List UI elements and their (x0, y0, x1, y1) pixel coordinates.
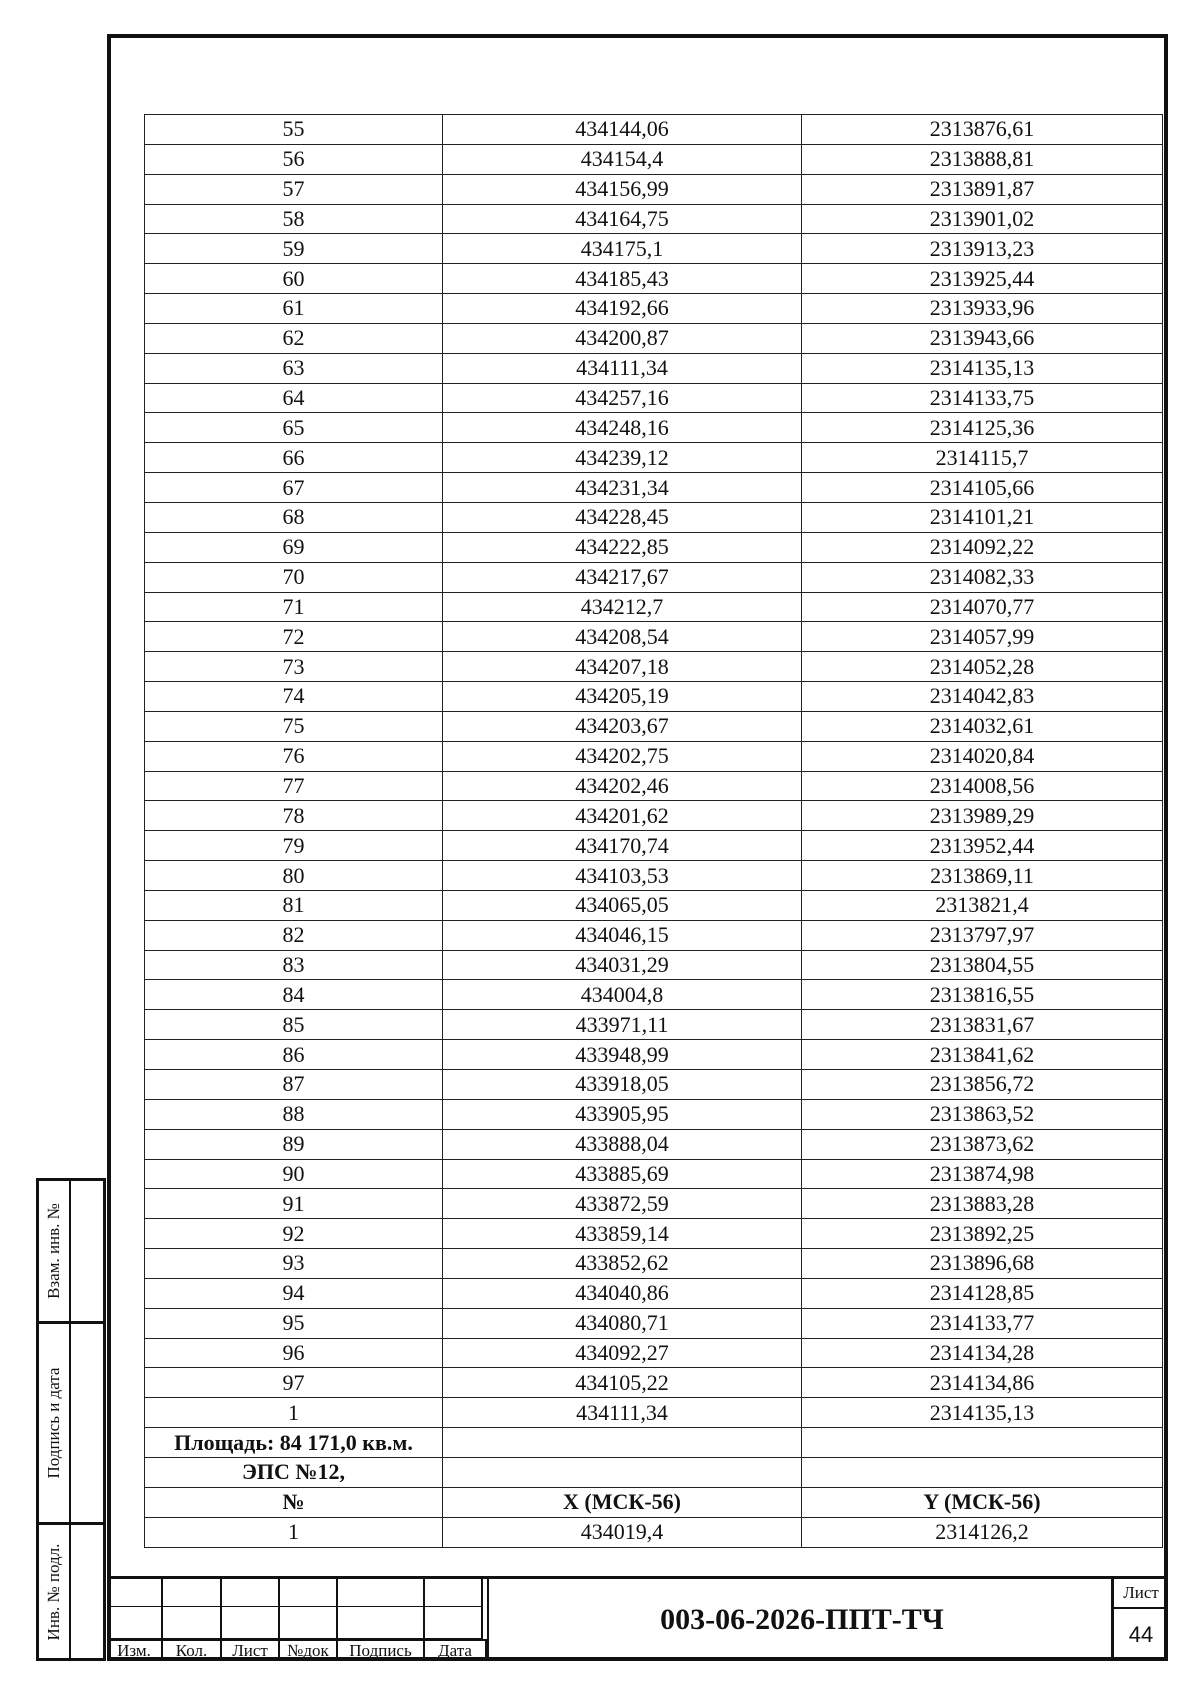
header-row (145, 1487, 1163, 1517)
col-podpis: Подпись (338, 1639, 425, 1661)
sheet-label: Лист (1114, 1579, 1168, 1609)
point-number-cell: 59 (145, 234, 443, 264)
y-coordinate-cell: 2314042,83 (802, 682, 1163, 712)
point-number-cell: 66 (145, 443, 443, 473)
point-number-cell: 95 (145, 1308, 443, 1338)
x-coordinate-cell: 434065,05 (443, 890, 802, 920)
y-coordinate-cell: 2313876,61 (802, 115, 1163, 145)
y-coordinate-cell: 2313831,67 (802, 1010, 1163, 1040)
table-row (145, 801, 1163, 831)
side-label-inv: Инв. № подл. (44, 1543, 63, 1640)
rev-cell (107, 1607, 163, 1639)
y-coordinate-cell: 2313925,44 (802, 264, 1163, 294)
x-coordinate-cell: 434092,27 (443, 1338, 802, 1368)
y-coordinate-cell: 2313873,62 (802, 1129, 1163, 1159)
point-number-cell: 62 (145, 323, 443, 353)
point-number-cell: 69 (145, 532, 443, 562)
col-list: Лист (222, 1639, 280, 1661)
x-coordinate-cell: 434111,34 (443, 353, 802, 383)
area-label: Площадь: 84 171,0 кв.м. (145, 1428, 443, 1458)
x-coordinate-cell: 434164,75 (443, 204, 802, 234)
x-coordinate-cell: 433948,99 (443, 1040, 802, 1070)
col-data: Дата (425, 1639, 487, 1661)
y-coordinate-cell: 2313989,29 (802, 801, 1163, 831)
x-coordinate-cell: 434201,62 (443, 801, 802, 831)
point-number-cell: 82 (145, 920, 443, 950)
point-number-cell: 86 (145, 1040, 443, 1070)
side-stamp-vzam (36, 1178, 106, 1324)
y-coordinate-cell: 2314057,99 (802, 622, 1163, 652)
x-coordinate-cell: 434200,87 (443, 323, 802, 353)
y-coordinate-cell: 2313874,98 (802, 1159, 1163, 1189)
point-number-cell: 84 (145, 980, 443, 1010)
y-coordinate-cell: 2313804,55 (802, 950, 1163, 980)
x-coordinate-cell: 433885,69 (443, 1159, 802, 1189)
y-coordinate-cell: 2314133,77 (802, 1308, 1163, 1338)
point-number-cell: 77 (145, 771, 443, 801)
y-coordinate-cell: 2314082,33 (802, 562, 1163, 592)
x-coordinate-cell: 434046,15 (443, 920, 802, 950)
point-number-cell: 1 (145, 1517, 443, 1547)
area-row (145, 1428, 1163, 1458)
point-number-cell: 94 (145, 1278, 443, 1308)
table-row (145, 264, 1163, 294)
rev-cell (338, 1579, 425, 1607)
section-row (145, 1457, 1163, 1487)
x-coordinate-cell: 434222,85 (443, 532, 802, 562)
x-coordinate-cell: 434175,1 (443, 234, 802, 264)
x-coordinate-cell: 434248,16 (443, 413, 802, 443)
x-coordinate-cell: 434203,67 (443, 711, 802, 741)
x-coordinate-cell: 433888,04 (443, 1129, 802, 1159)
x-coordinate-cell: 434031,29 (443, 950, 802, 980)
point-number-cell: 96 (145, 1338, 443, 1368)
rev-cell (222, 1579, 280, 1607)
y-coordinate-cell: 2314020,84 (802, 741, 1163, 771)
title-block (107, 1576, 1168, 1661)
x-coordinate-cell: 433905,95 (443, 1099, 802, 1129)
y-coordinate-cell: 2313892,25 (802, 1219, 1163, 1249)
point-number-cell: 55 (145, 115, 443, 145)
point-number-cell: 1 (145, 1398, 443, 1428)
point-number-cell: 73 (145, 652, 443, 682)
x-coordinate-cell: 434202,75 (443, 741, 802, 771)
table-row (145, 174, 1163, 204)
table-row (145, 711, 1163, 741)
y-coordinate-cell: 2313943,66 (802, 323, 1163, 353)
side-stamp-inv (36, 1522, 106, 1661)
y-coordinate-cell: 2314092,22 (802, 532, 1163, 562)
x-coordinate-cell: 434228,45 (443, 502, 802, 532)
point-number-cell: 74 (145, 682, 443, 712)
y-coordinate-cell: 2313863,52 (802, 1099, 1163, 1129)
table-row (145, 234, 1163, 264)
point-number-cell: 68 (145, 502, 443, 532)
point-number-cell: 89 (145, 1129, 443, 1159)
point-number-cell: 81 (145, 890, 443, 920)
sheet-number: 44 (1128, 1622, 1154, 1647)
table-row (145, 652, 1163, 682)
table-row (145, 502, 1163, 532)
x-coordinate-cell: 434239,12 (443, 443, 802, 473)
y-coordinate-cell: 2313883,28 (802, 1189, 1163, 1219)
section-label: ЭПС №12, (145, 1457, 443, 1487)
point-number-cell: 90 (145, 1159, 443, 1189)
x-coordinate-cell: 434212,7 (443, 592, 802, 622)
point-number-cell: 75 (145, 711, 443, 741)
x-coordinate-cell: 434154,4 (443, 144, 802, 174)
point-number-cell: 56 (145, 144, 443, 174)
y-coordinate-cell: 2314135,13 (802, 353, 1163, 383)
table-row (145, 890, 1163, 920)
rev-cell (280, 1607, 338, 1639)
x-coordinate-cell: 434257,16 (443, 383, 802, 413)
x-coordinate-cell: 434192,66 (443, 294, 802, 324)
table-row (145, 1099, 1163, 1129)
table-row (145, 920, 1163, 950)
point-number-cell: 93 (145, 1249, 443, 1279)
x-coordinate-cell: 434170,74 (443, 831, 802, 861)
y-coordinate-cell: 2314126,2 (802, 1517, 1163, 1547)
x-coordinate-cell: 434103,53 (443, 861, 802, 891)
number-header: № (145, 1487, 443, 1517)
y-coordinate-cell: 2314133,75 (802, 383, 1163, 413)
side-stamp-podpis (36, 1321, 106, 1525)
y-coordinate-cell: 2314105,66 (802, 473, 1163, 503)
table-row (145, 861, 1163, 891)
y-coordinate-cell: 2313816,55 (802, 980, 1163, 1010)
x-coordinate-cell: 433859,14 (443, 1219, 802, 1249)
table-row (145, 592, 1163, 622)
coordinates-table (144, 114, 1163, 1548)
rev-cell (338, 1607, 425, 1639)
y-header: Y (МСК-56) (802, 1487, 1163, 1517)
table-row (145, 771, 1163, 801)
table-row (145, 741, 1163, 771)
table-row (145, 980, 1163, 1010)
point-number-cell: 78 (145, 801, 443, 831)
x-header: X (МСК-56) (443, 1487, 802, 1517)
empty-cell (802, 1457, 1163, 1487)
point-number-cell: 92 (145, 1219, 443, 1249)
y-coordinate-cell: 2314135,13 (802, 1398, 1163, 1428)
point-number-cell: 63 (145, 353, 443, 383)
table-row (145, 1249, 1163, 1279)
y-coordinate-cell: 2314115,7 (802, 443, 1163, 473)
table-row (145, 1338, 1163, 1368)
y-coordinate-cell: 2313797,97 (802, 920, 1163, 950)
x-coordinate-cell: 434205,19 (443, 682, 802, 712)
y-coordinate-cell: 2313888,81 (802, 144, 1163, 174)
point-number-cell: 80 (145, 861, 443, 891)
y-coordinate-cell: 2313896,68 (802, 1249, 1163, 1279)
x-coordinate-cell: 434207,18 (443, 652, 802, 682)
table-row (145, 1308, 1163, 1338)
x-coordinate-cell: 433852,62 (443, 1249, 802, 1279)
document-code: 003-06-2026-ППТ-ТЧ (487, 1579, 1115, 1661)
x-coordinate-cell: 434156,99 (443, 174, 802, 204)
table-row (145, 1010, 1163, 1040)
table-row (145, 682, 1163, 712)
y-coordinate-cell: 2314128,85 (802, 1278, 1163, 1308)
table-row (145, 353, 1163, 383)
table-row (145, 1159, 1163, 1189)
rev-cell (163, 1579, 222, 1607)
point-number-cell: 67 (145, 473, 443, 503)
point-number-cell: 88 (145, 1099, 443, 1129)
point-number-cell: 72 (145, 622, 443, 652)
y-coordinate-cell: 2313841,62 (802, 1040, 1163, 1070)
point-number-cell: 97 (145, 1368, 443, 1398)
rev-cell (222, 1607, 280, 1639)
table-row (145, 1278, 1163, 1308)
table-row (145, 1517, 1163, 1547)
x-coordinate-cell: 434202,46 (443, 771, 802, 801)
table-row (145, 950, 1163, 980)
x-coordinate-cell: 434144,06 (443, 115, 802, 145)
y-coordinate-cell: 2314134,86 (802, 1368, 1163, 1398)
y-coordinate-cell: 2313891,87 (802, 174, 1163, 204)
point-number-cell: 85 (145, 1010, 443, 1040)
x-coordinate-cell: 434208,54 (443, 622, 802, 652)
x-coordinate-cell: 434231,34 (443, 473, 802, 503)
y-coordinate-cell: 2314070,77 (802, 592, 1163, 622)
x-coordinate-cell: 433918,05 (443, 1070, 802, 1100)
table-row (145, 473, 1163, 503)
table-row (145, 1368, 1163, 1398)
point-number-cell: 83 (145, 950, 443, 980)
point-number-cell: 70 (145, 562, 443, 592)
table-row (145, 1070, 1163, 1100)
y-coordinate-cell: 2314125,36 (802, 413, 1163, 443)
y-coordinate-cell: 2313856,72 (802, 1070, 1163, 1100)
x-coordinate-cell: 434217,67 (443, 562, 802, 592)
table-row (145, 622, 1163, 652)
table-row (145, 1398, 1163, 1428)
table-row (145, 443, 1163, 473)
y-coordinate-cell: 2314101,21 (802, 502, 1163, 532)
table-row (145, 1189, 1163, 1219)
y-coordinate-cell: 2313901,02 (802, 204, 1163, 234)
revision-grid (107, 1579, 487, 1661)
y-coordinate-cell: 2314032,61 (802, 711, 1163, 741)
point-number-cell: 61 (145, 294, 443, 324)
table-row (145, 383, 1163, 413)
point-number-cell: 79 (145, 831, 443, 861)
point-number-cell: 71 (145, 592, 443, 622)
point-number-cell: 65 (145, 413, 443, 443)
x-coordinate-cell: 434040,86 (443, 1278, 802, 1308)
x-coordinate-cell: 434185,43 (443, 264, 802, 294)
side-label-podpis: Подпись и дата (44, 1367, 63, 1479)
point-number-cell: 87 (145, 1070, 443, 1100)
x-coordinate-cell: 434019,4 (443, 1517, 802, 1547)
rev-cell (107, 1579, 163, 1607)
table-row (145, 294, 1163, 324)
y-coordinate-cell: 2313913,23 (802, 234, 1163, 264)
point-number-cell: 60 (145, 264, 443, 294)
y-coordinate-cell: 2314052,28 (802, 652, 1163, 682)
rev-cell (425, 1607, 483, 1639)
table-row (145, 1129, 1163, 1159)
table-row (145, 532, 1163, 562)
table-row (145, 204, 1163, 234)
empty-cell (443, 1457, 802, 1487)
table-row (145, 562, 1163, 592)
y-coordinate-cell: 2313933,96 (802, 294, 1163, 324)
table-row (145, 144, 1163, 174)
x-coordinate-cell: 434111,34 (443, 1398, 802, 1428)
point-number-cell: 57 (145, 174, 443, 204)
rev-cell (280, 1579, 338, 1607)
y-coordinate-cell: 2314008,56 (802, 771, 1163, 801)
x-coordinate-cell: 433872,59 (443, 1189, 802, 1219)
y-coordinate-cell: 2313821,4 (802, 890, 1163, 920)
table-row (145, 413, 1163, 443)
y-coordinate-cell: 2313952,44 (802, 831, 1163, 861)
table-row (145, 115, 1163, 145)
empty-cell (802, 1428, 1163, 1458)
col-izm: Изм. (107, 1639, 163, 1661)
x-coordinate-cell: 434004,8 (443, 980, 802, 1010)
point-number-cell: 58 (145, 204, 443, 234)
sheet-box (1111, 1579, 1168, 1661)
point-number-cell: 64 (145, 383, 443, 413)
point-number-cell: 91 (145, 1189, 443, 1219)
x-coordinate-cell: 434080,71 (443, 1308, 802, 1338)
table-row (145, 323, 1163, 353)
col-ndok: №док (280, 1639, 338, 1661)
y-coordinate-cell: 2314134,28 (802, 1338, 1163, 1368)
point-number-cell: 76 (145, 741, 443, 771)
x-coordinate-cell: 434105,22 (443, 1368, 802, 1398)
table-row (145, 1219, 1163, 1249)
table-row (145, 1040, 1163, 1070)
rev-cell (425, 1579, 483, 1607)
side-label-vzam: Взам. инв. № (44, 1203, 63, 1299)
rev-cell (163, 1607, 222, 1639)
col-kol: Кол. (163, 1639, 222, 1661)
table-row (145, 831, 1163, 861)
empty-cell (443, 1428, 802, 1458)
y-coordinate-cell: 2313869,11 (802, 861, 1163, 891)
x-coordinate-cell: 433971,11 (443, 1010, 802, 1040)
